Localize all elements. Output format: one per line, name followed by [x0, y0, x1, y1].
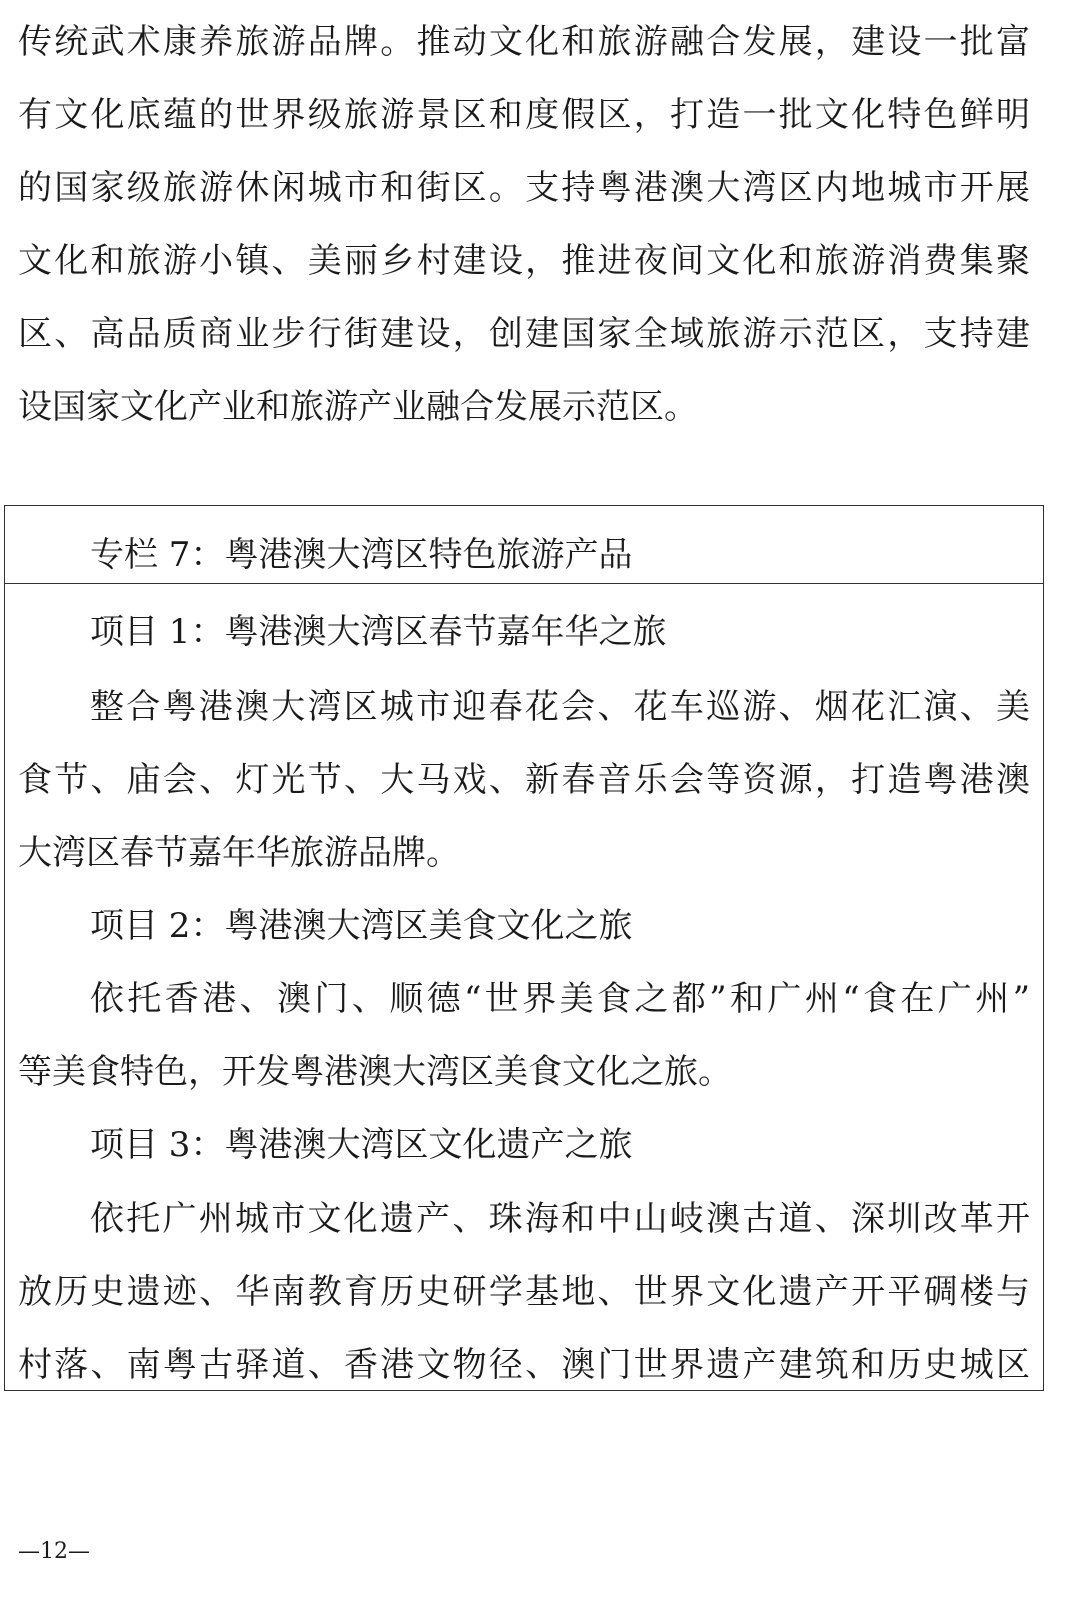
item-3-line-2: 放历史遗迹、华南教育历史研学基地、世界文化遗产开平碉楼与 [18, 1272, 1030, 1312]
item-3-heading: 项目 3：粤港澳大湾区文化遗产之旅 [90, 1125, 633, 1165]
item-1-line-1: 整合粤港澳大湾区城市迎春花会、花车巡游、烟花汇演、美 [90, 687, 1030, 727]
intro-line-3: 的国家级旅游休闲城市和街区。支持粤港澳大湾区内地城市开展 [18, 168, 1030, 208]
item-3-line-1: 依托广州城市文化遗产、珠海和中山岐澳古道、深圳改革开 [90, 1199, 1030, 1239]
intro-line-4: 文化和旅游小镇、美丽乡村建设，推进夜间文化和旅游消费集聚 [18, 241, 1030, 281]
intro-line-6: 设国家文化产业和旅游产业融合发展示范区。 [18, 387, 698, 427]
column-title: 专栏 7：粤港澳大湾区特色旅游产品 [90, 535, 633, 575]
item-1-heading: 项目 1：粤港澳大湾区春节嘉年华之旅 [90, 612, 667, 652]
item-2-line-1: 依托香港、澳门、顺德“世界美食之都”和广州“食在广州” [90, 979, 1030, 1019]
intro-line-5: 区、高品质商业步行街建设，创建国家全域旅游示范区，支持建 [18, 314, 1030, 354]
item-1-line-3: 大湾区春节嘉年华旅游品牌。 [18, 833, 460, 873]
item-3-line-3: 村落、南粤古驿道、香港文物径、澳门世界遗产建筑和历史城区 [18, 1345, 1030, 1385]
item-2-line-2: 等美食特色，开发粤港澳大湾区美食文化之旅。 [18, 1052, 732, 1092]
item-1-line-2: 食节、庙会、灯光节、大马戏、新春音乐会等资源，打造粤港澳 [18, 760, 1030, 800]
column-title-divider [4, 583, 1044, 584]
intro-line-2: 有文化底蕴的世界级旅游景区和度假区，打造一批文化特色鲜明 [18, 95, 1030, 135]
item-2-heading: 项目 2：粤港澳大湾区美食文化之旅 [90, 906, 633, 946]
page-number: —12— [18, 1539, 90, 1564]
intro-line-1: 传统武术康养旅游品牌。推动文化和旅游融合发展，建设一批富 [18, 22, 1030, 62]
